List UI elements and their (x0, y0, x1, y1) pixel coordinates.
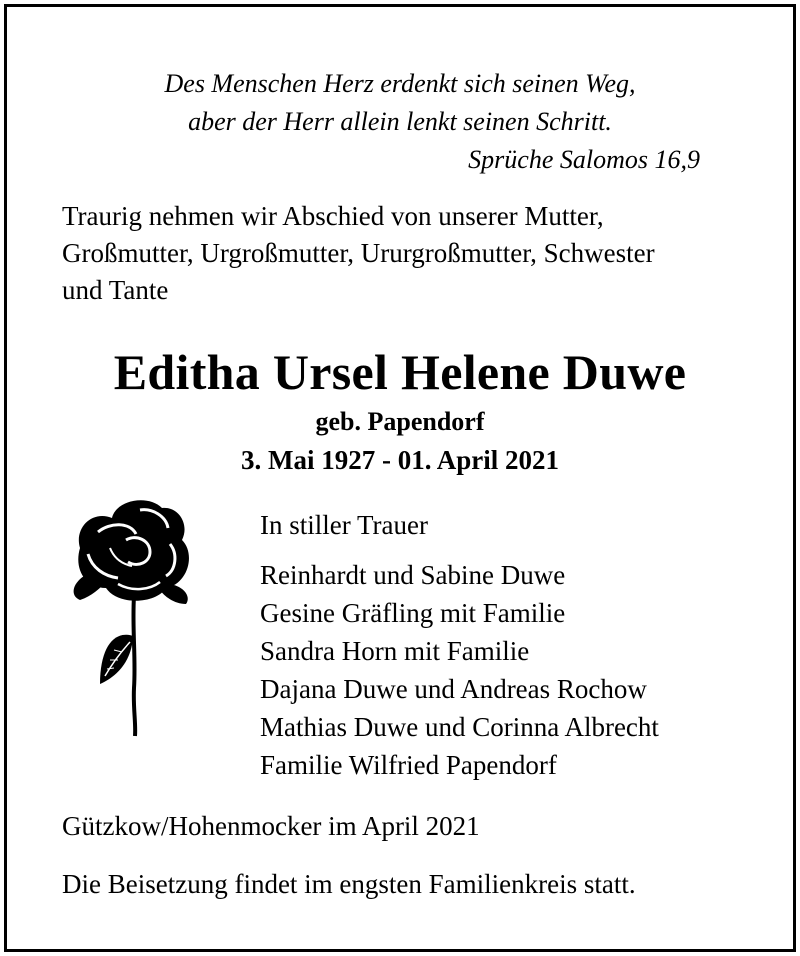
life-dates: 3. Mai 1927 - 01. April 2021 (241, 445, 559, 475)
place-and-date: Gützkow/Hohenmocker im April 2021 (62, 811, 480, 841)
family-member: Dajana Duwe und Andreas Rochow (260, 674, 647, 704)
quote-line-2: aber der Herr allein lenkt seinen Schritt. (188, 107, 612, 136)
birth-name: geb. Papendorf (315, 407, 485, 436)
family-member: Familie Wilfried Papendorf (260, 750, 557, 780)
mourning-lead: In stiller Trauer (260, 510, 428, 540)
quote-source: Sprüche Salomos 16,9 (468, 145, 700, 174)
intro-text (62, 198, 752, 309)
intro-line-1: Traurig nehmen wir Abschied von unserer Mutter, (62, 201, 604, 231)
intro-line-2: Großmutter, Urgroßmutter, Ururgroßmutter, Schwester (62, 238, 655, 268)
mourners-block (260, 506, 659, 784)
family-member: Reinhardt und Sabine Duwe (260, 560, 566, 590)
family-member: Gesine Gräfling mit Familie (260, 598, 566, 628)
deceased-name: Editha Ursel Helene Duwe (113, 344, 687, 400)
rose-icon (70, 488, 200, 738)
quote-line-1: Des Menschen Herz erdenkt sich seinen Weg, (164, 69, 636, 98)
funeral-note: Die Beisetzung findet im engsten Familienkreis statt. (62, 869, 636, 899)
family-member: Sandra Horn mit Familie (260, 636, 530, 666)
family-member: Mathias Duwe und Corinna Albrecht (260, 712, 659, 742)
family-list (260, 556, 659, 784)
intro-line-3: und Tante (62, 275, 169, 305)
